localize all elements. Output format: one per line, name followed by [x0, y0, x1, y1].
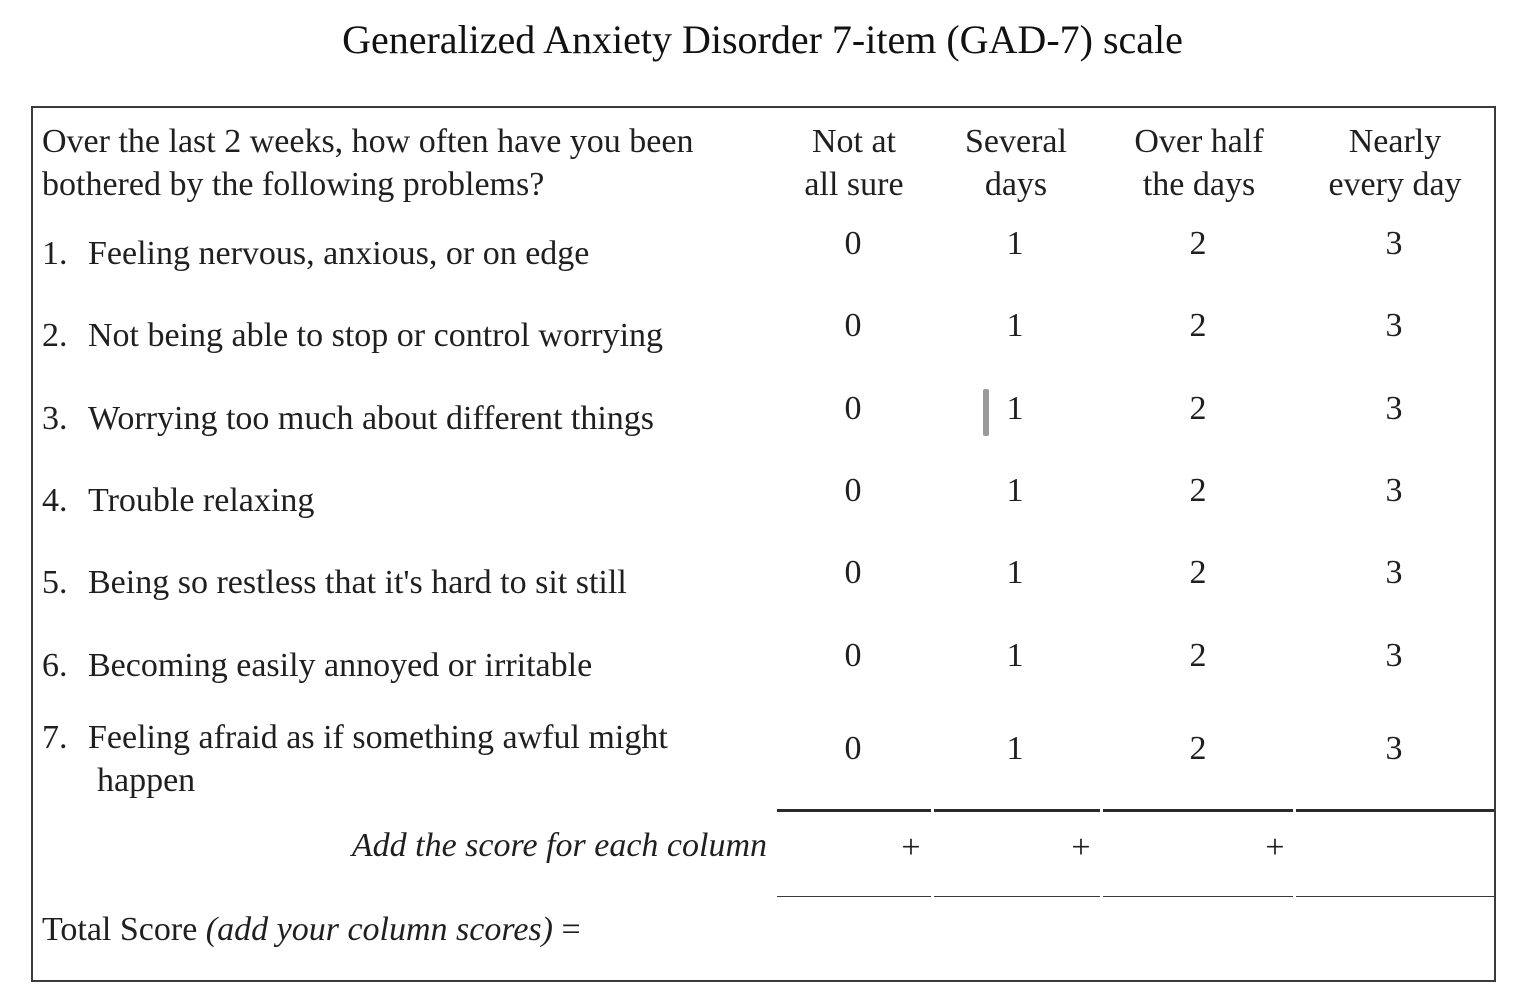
- item-text: Feeling nervous, anxious, or on edge: [88, 235, 590, 272]
- column-sum-line-bottom: [934, 896, 1100, 897]
- score-option-item-4-col-4[interactable]: 3: [1385, 472, 1403, 509]
- item-text-continuation: happen: [97, 762, 196, 799]
- column-header-line-2: days: [984, 166, 1048, 203]
- total-score-equals: =: [561, 911, 581, 948]
- column-header-not-at-all: [789, 120, 919, 206]
- column-header-nearly-every-day: [1310, 120, 1480, 206]
- question-line-2: bothered by the following problems?: [42, 166, 545, 203]
- item-6: [42, 644, 772, 687]
- item-2: [42, 314, 772, 357]
- column-sum-line-top: [1103, 809, 1293, 812]
- score-option-item-5-col-1[interactable]: 0: [844, 554, 862, 591]
- item-text: Feeling afraid as if something awful might: [88, 719, 668, 756]
- score-option-item-3-col-2[interactable]: 1: [1006, 390, 1024, 427]
- score-option-item-6-col-4[interactable]: 3: [1385, 637, 1403, 674]
- item-number: 4.: [42, 482, 68, 519]
- column-sum-line-bottom: [777, 896, 931, 897]
- column-header-line-1: Not at: [811, 123, 897, 160]
- item-7: [42, 716, 772, 802]
- total-score-instruction: (add your column scores): [205, 911, 553, 948]
- plus-sign: +: [1265, 829, 1285, 866]
- score-option-item-2-col-4[interactable]: 3: [1385, 307, 1403, 344]
- item-number: 6.: [42, 647, 68, 684]
- item-text: Not being able to stop or control worrying: [88, 317, 664, 354]
- score-option-item-2-col-2[interactable]: 1: [1006, 307, 1024, 344]
- score-option-item-1-col-4[interactable]: 3: [1385, 225, 1403, 262]
- column-sum-line-bottom: [1103, 896, 1293, 897]
- column-header-line-2: every day: [1328, 166, 1462, 203]
- item-number: 2.: [42, 317, 68, 354]
- total-score-prefix: Total Score: [42, 911, 198, 948]
- item-1: [42, 232, 772, 275]
- score-option-item-4-col-2[interactable]: 1: [1006, 472, 1024, 509]
- item-text: Worrying too much about different things: [88, 400, 655, 437]
- column-sum-line-bottom: [1296, 896, 1494, 897]
- score-option-item-5-col-4[interactable]: 3: [1385, 554, 1403, 591]
- plus-sign: +: [901, 829, 921, 866]
- item-text: Trouble relaxing: [88, 482, 315, 519]
- question-line-1: Over the last 2 weeks, how often have you been: [42, 123, 694, 160]
- item-3: [42, 397, 772, 440]
- score-option-item-7-col-4[interactable]: 3: [1385, 730, 1403, 767]
- score-option-item-6-col-1[interactable]: 0: [844, 637, 862, 674]
- item-text: Becoming easily annoyed or irritable: [88, 647, 593, 684]
- column-sum-line-top: [1296, 809, 1494, 812]
- column-header-several-days: [946, 120, 1086, 206]
- score-option-item-1-col-2[interactable]: 1: [1006, 225, 1024, 262]
- score-option-item-1-col-1[interactable]: 0: [844, 225, 862, 262]
- column-header-line-2: the days: [1142, 166, 1256, 203]
- score-option-item-2-col-1[interactable]: 0: [844, 307, 862, 344]
- score-option-item-2-col-3[interactable]: 2: [1189, 307, 1207, 344]
- score-option-item-3-col-3[interactable]: 2: [1189, 390, 1207, 427]
- text-cursor: [983, 389, 989, 436]
- item-number: 5.: [42, 564, 68, 601]
- total-score-label: [42, 908, 581, 951]
- column-header-line-2: all sure: [804, 166, 904, 203]
- score-option-item-3-col-4[interactable]: 3: [1385, 390, 1403, 427]
- item-5: [42, 561, 772, 604]
- item-number: 7.: [42, 719, 68, 756]
- score-option-item-4-col-3[interactable]: 2: [1189, 472, 1207, 509]
- column-header-line-1: Over half: [1134, 123, 1264, 160]
- item-number: 3.: [42, 400, 68, 437]
- score-option-item-6-col-3[interactable]: 2: [1189, 637, 1207, 674]
- item-text: Being so restless that it's hard to sit still: [88, 564, 627, 601]
- score-option-item-1-col-3[interactable]: 2: [1189, 225, 1207, 262]
- column-sum-line-top: [777, 809, 931, 812]
- score-option-item-4-col-1[interactable]: 0: [844, 472, 862, 509]
- column-header-over-half: [1114, 120, 1284, 206]
- score-option-item-5-col-2[interactable]: 1: [1006, 554, 1024, 591]
- score-option-item-7-col-2[interactable]: 1: [1006, 730, 1024, 767]
- column-header-line-1: Nearly: [1348, 123, 1442, 160]
- column-sum-line-top: [934, 809, 1100, 812]
- score-option-item-7-col-1[interactable]: 0: [844, 730, 862, 767]
- score-option-item-3-col-1[interactable]: 0: [844, 390, 862, 427]
- plus-sign: +: [1071, 829, 1091, 866]
- score-option-item-5-col-3[interactable]: 2: [1189, 554, 1207, 591]
- add-scores-label: Add the score for each column: [351, 827, 767, 864]
- score-option-item-6-col-2[interactable]: 1: [1006, 637, 1024, 674]
- page-title: Generalized Anxiety Disorder 7-item (GAD-7) scale: [342, 17, 1183, 62]
- instruction-question: [42, 120, 772, 206]
- column-header-line-1: Several: [965, 123, 1067, 160]
- item-4: [42, 479, 772, 522]
- score-option-item-7-col-3[interactable]: 2: [1189, 730, 1207, 767]
- item-number: 1.: [42, 235, 68, 272]
